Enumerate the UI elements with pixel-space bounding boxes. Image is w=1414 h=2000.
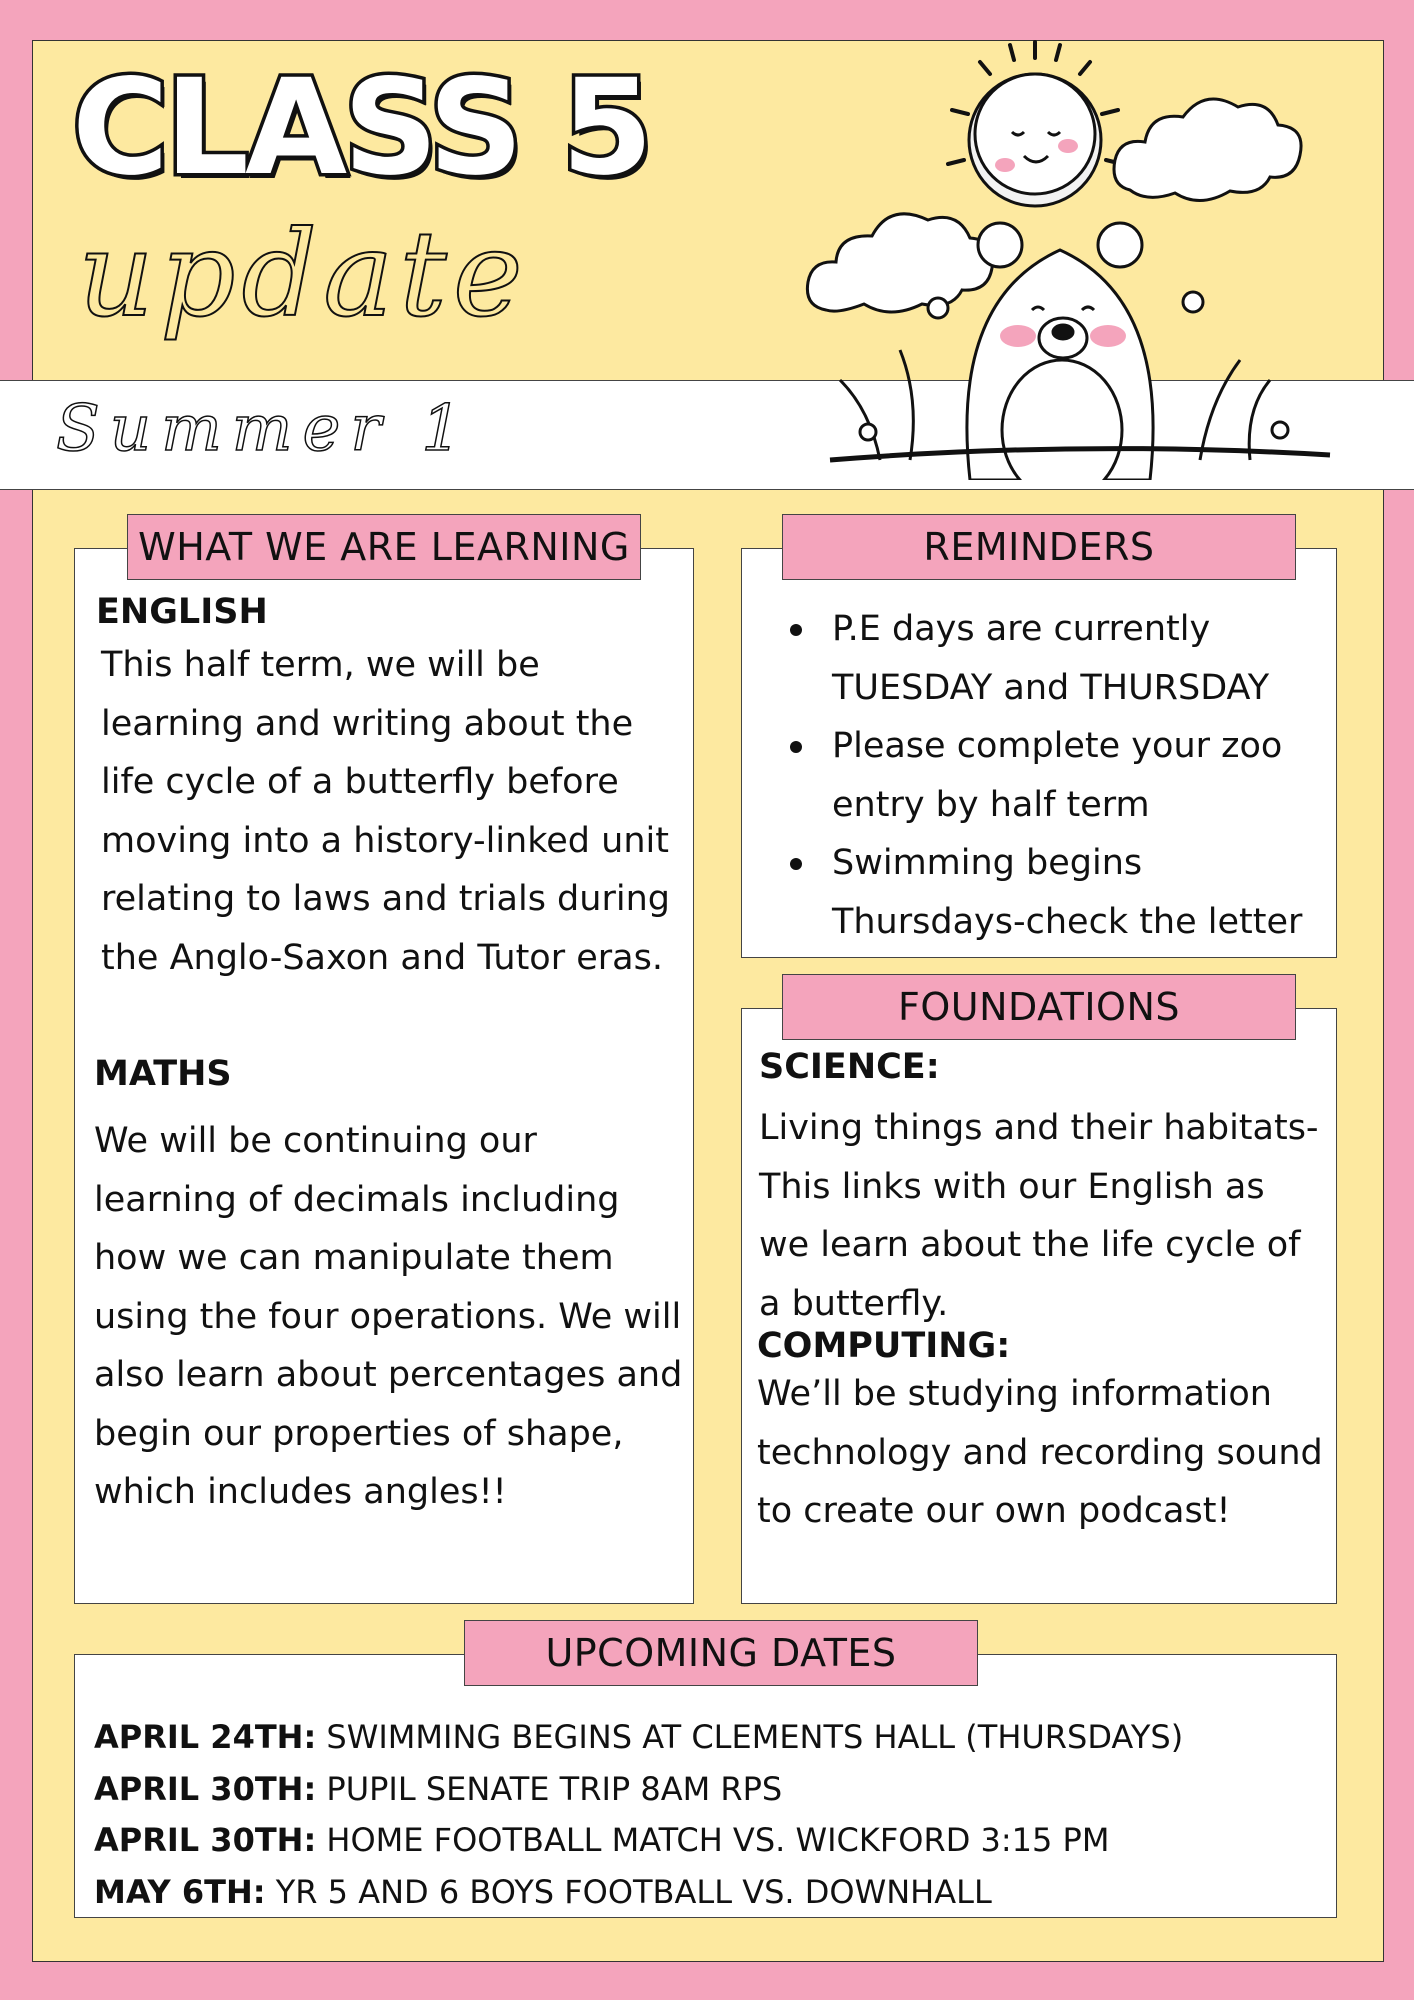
english-text: This half term, we will be learning and writing about the life cycle of a butterfly before moving into a history-linked unit relating to laws and trials during the Anglo-Saxon and Tutor eras. (101, 645, 670, 978)
maths-text: We will be continuing our learning of decimals including how we can manipulate them using the four operations. We will also learn about percentages and begin our properties of shape, which includes angles!! (94, 1121, 683, 1512)
page-subtitle: update (78, 205, 529, 343)
science-text: Living things and their habitats- This links with our English as we learn about the life cycle of a butterfly. (759, 1108, 1319, 1324)
date-label: APRIL 24TH: (94, 1718, 317, 1756)
reminder-item: Please complete your zoo entry by half term (780, 717, 1330, 834)
science-heading: SCIENCE: (759, 1047, 940, 1087)
upcoming-list (94, 1712, 1183, 1918)
date-event: PUPIL SENATE TRIP 8AM RPS (326, 1769, 783, 1808)
date-row (94, 1867, 1183, 1919)
reminder-item: P.E days are currently TUESDAY and THURSDAY (780, 600, 1330, 717)
date-row (94, 1712, 1183, 1764)
date-label: APRIL 30TH: (94, 1769, 317, 1808)
reminder-item: Swimming begins Thursdays-check the letter (780, 834, 1330, 951)
bear-sun-illustration (800, 40, 1340, 480)
english-heading: ENGLISH (96, 592, 268, 632)
learning-heading: WHAT WE ARE LEARNING (127, 514, 641, 580)
term-label: Summer 1 (56, 392, 472, 466)
date-row (94, 1815, 1183, 1867)
date-event: HOME FOOTBALL MATCH VS. WICKFORD 3:15 PM (326, 1821, 1110, 1859)
sun-icon (948, 42, 1122, 206)
upcoming-heading: UPCOMING DATES (464, 1620, 978, 1686)
page-title: CLASS 5 (72, 51, 650, 205)
date-event: SWIMMING BEGINS AT CLEMENTS HALL (THURSDAYS) (326, 1718, 1184, 1756)
date-row (94, 1764, 1183, 1816)
bear-icon (967, 223, 1153, 480)
computing-heading: COMPUTING: (757, 1326, 1011, 1366)
maths-heading: MATHS (94, 1054, 232, 1094)
date-label: APRIL 30TH: (94, 1821, 317, 1859)
date-label: MAY 6TH: (94, 1872, 266, 1911)
reminders-heading: REMINDERS (782, 514, 1296, 580)
computing-text: We’ll be studying information technology and recording sound to create our own podcast! (757, 1374, 1323, 1531)
reminders-list (780, 600, 1330, 951)
date-event: YR 5 AND 6 BOYS FOOTBALL VS. DOWNHALL (275, 1872, 992, 1911)
foundations-heading: FOUNDATIONS (782, 974, 1296, 1040)
